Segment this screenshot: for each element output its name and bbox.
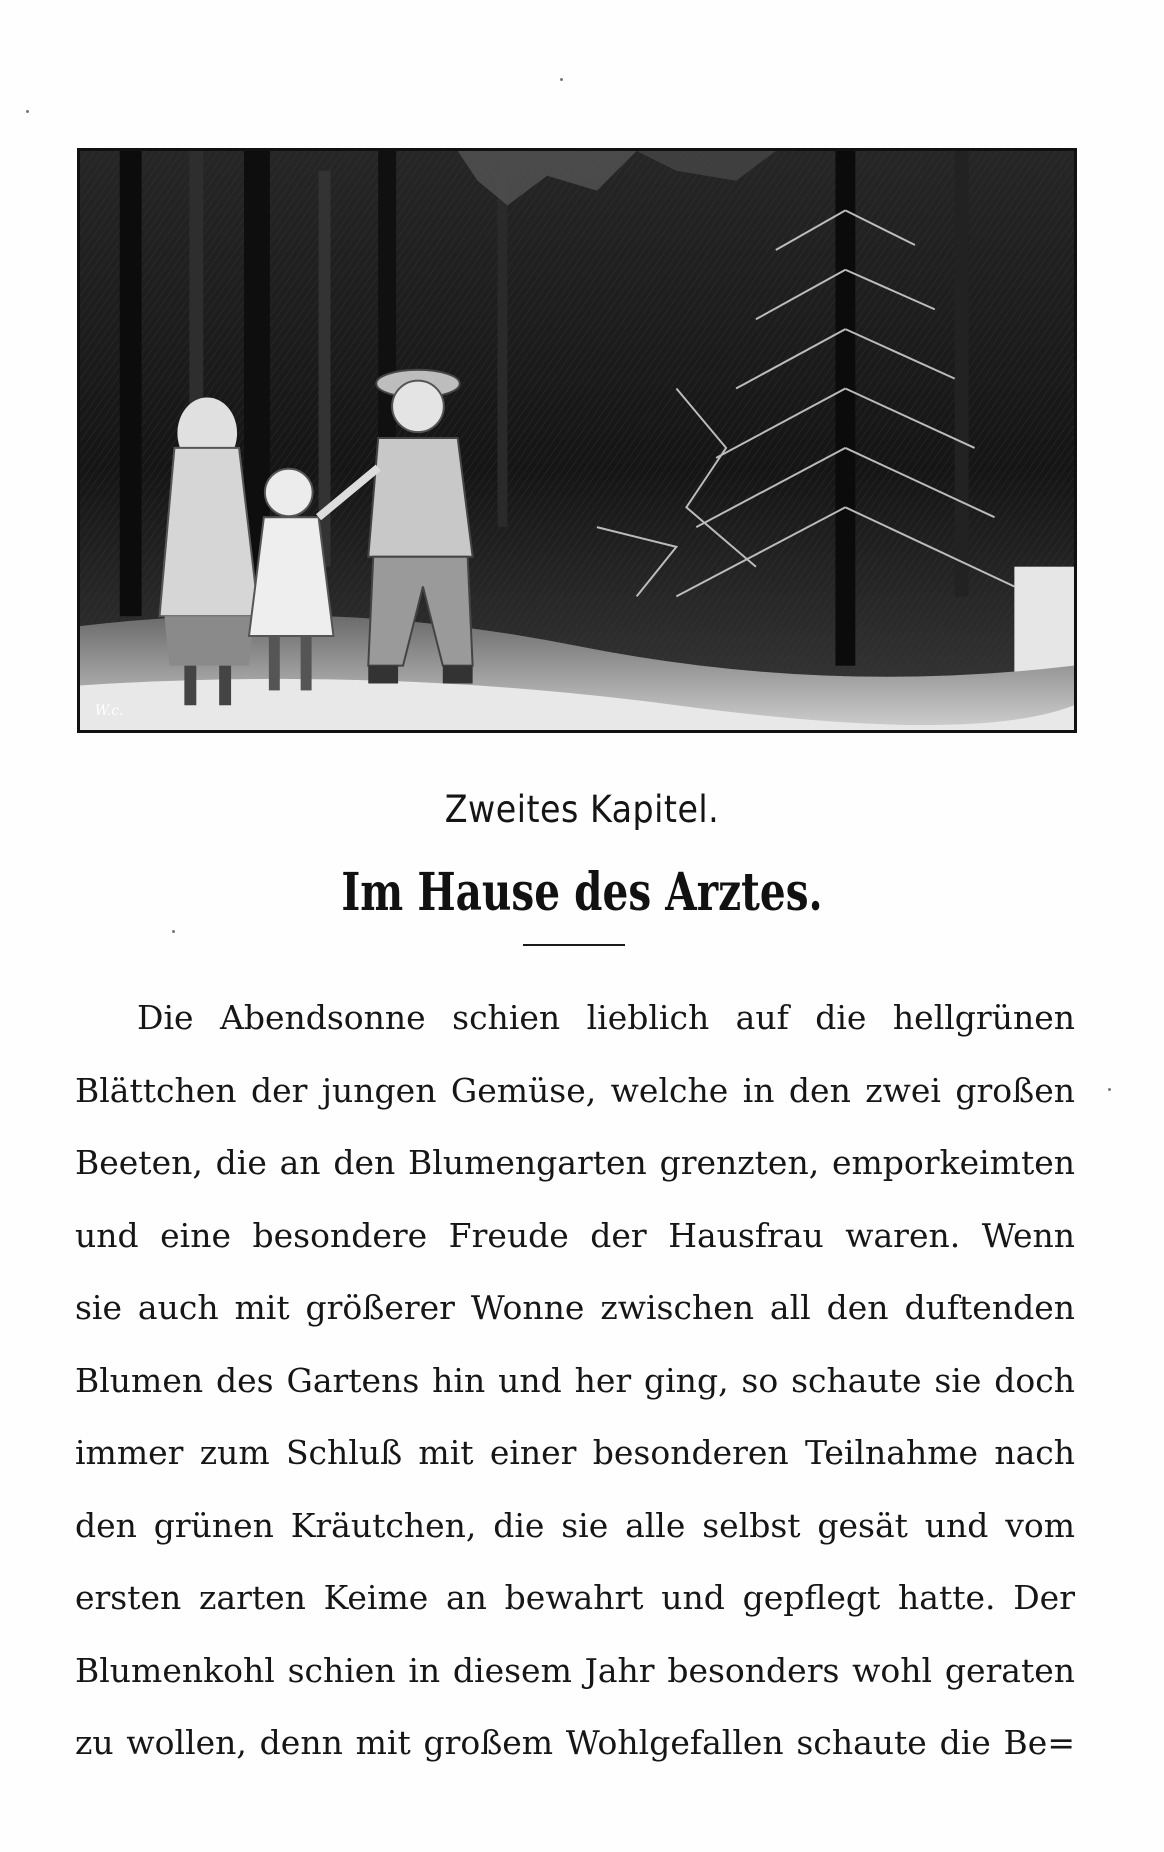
forest-children-illustration: [77, 148, 1077, 733]
text-line: Die Abendsonne schien lieblich auf die hellgrünen: [137, 998, 1075, 1037]
text-line: ersten zarten Keime an bewahrt und gepflegt hatte. Der: [75, 1578, 1075, 1617]
text-line: zu wollen, denn mit großem Wohlgefallen schaute die Be=: [75, 1723, 1075, 1762]
text-line: Blumenkohl schien in diesem Jahr besonders wohl geraten: [75, 1650, 1075, 1690]
paper-speck: [560, 78, 563, 81]
text-line: und eine besondere Freude der Hausfrau waren. Wenn: [75, 1215, 1075, 1255]
text-line: Beeten, die an den Blumengarten grenzten, emporkeimten: [75, 1143, 1075, 1182]
title-divider: [523, 944, 625, 946]
paper-speck: [172, 930, 175, 933]
illustration-signature: W.c.: [94, 703, 124, 720]
text-line: sie auch mit größerer Wonne zwischen all den duftenden: [75, 1288, 1075, 1327]
chapter-title: Im Hause des Arztes.: [341, 862, 823, 923]
text-line: Blumen des Gartens hin und her ging, so schaute sie doch: [75, 1360, 1075, 1400]
paper-speck: [26, 110, 29, 113]
text-line: den grünen Kräutchen, die sie alle selbst gesät und vom: [75, 1505, 1075, 1545]
text-line: Blättchen der jungen Gemüse, welche in den zwei großen: [75, 1070, 1075, 1110]
text-line: immer zum Schluß mit einer besonderen Teilnahme nach: [75, 1433, 1075, 1472]
body-text: [75, 982, 1075, 1780]
chapter-label: Zweites Kapitel.: [444, 788, 720, 831]
paper-speck: [1108, 1088, 1111, 1091]
illustration-drawing: [80, 151, 1074, 730]
